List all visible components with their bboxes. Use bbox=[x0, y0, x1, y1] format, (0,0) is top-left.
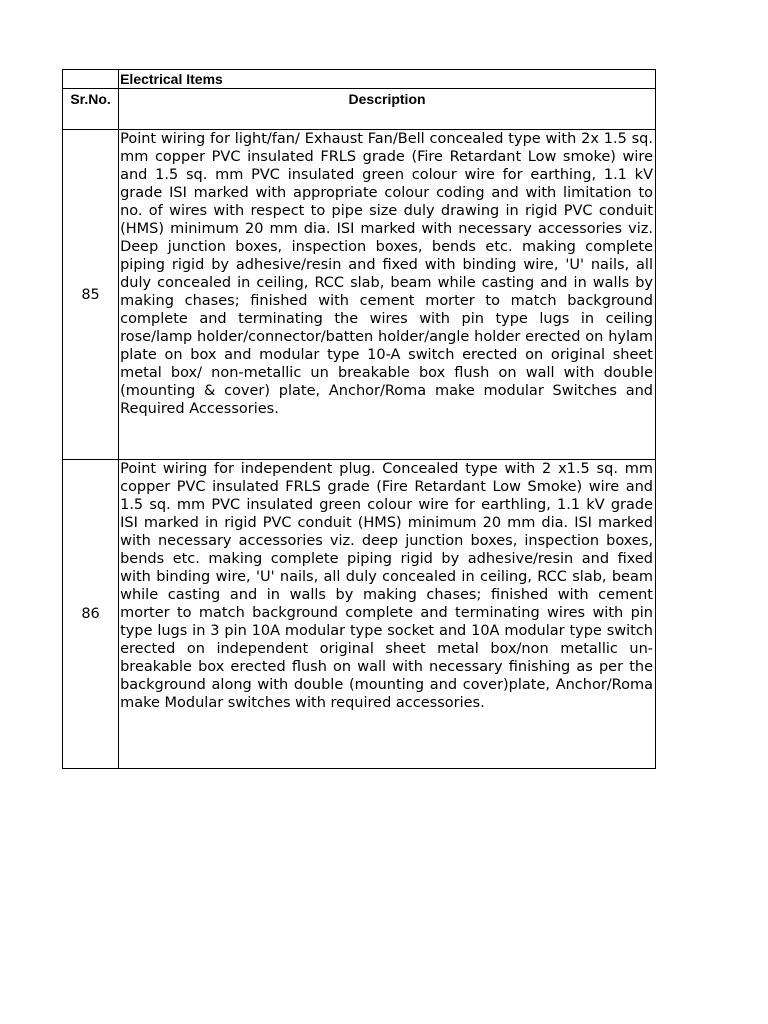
table-row bbox=[63, 130, 656, 460]
sr-no-cell: 85 bbox=[63, 130, 119, 460]
description-cell: Point wiring for independent plug. Concealed type with 2 x1.5 sq. mm copper PVC insulated FRLS grade (Fire Retardant Low Smoke) wire and 1.5 sq. mm PVC insulated green colour wire for earthling, 1.1 kV grade ISI marked in rigid PVC conduit (HMS) minimum 20 mm dia. ISI marked with necessary accessories viz. deep junction boxes, inspection boxes, bends etc. making complete piping rigid by adhesive/resin and fixed with binding wire, 'U' nails, all duly concealed in ceiling, RCC slab, beam while casting and in walls by making chases; finished with cement morter to match background complete and terminating wires with pin type lugs in 3 pin 10A modular type socket and 10A modular type switch erected on independent original sheet metal box/non metallic un-breakable box erected flush on wall with necessary finishing as per the background along with double (mounting and cover)plate, Anchor/Roma make Modular switches with required accessories. bbox=[119, 460, 656, 769]
electrical-items-table bbox=[62, 69, 656, 769]
header-row bbox=[63, 89, 656, 130]
description-cell: Point wiring for light/fan/ Exhaust Fan/Bell concealed type with 2x 1.5 sq. mm copper PVC insulated FRLS grade (Fire Retardant Low smoke) wire and 1.5 sq. mm PVC insulated green colour wire for earthing, 1.1 kV grade ISI marked with appropriate colour coding and with limitation to no. of wires with respect to pipe size duly drawing in rigid PVC conduit (HMS) minimum 20 mm dia. ISI marked with necessary accessories viz. Deep junction boxes, inspection boxes, bends etc. making complete piping rigid by adhesive/resin and fixed with binding wire, 'U' nails, all duly concealed in ceiling, RCC slab, beam while casting and in walls by making chases; finished with cement morter to match background complete and terminating the wires with pin type lugs in ceiling rose/lamp holder/connector/batten holder/angle holder erected on hylam plate on box and modular type 10-A switch erected on original sheet metal box/ non-metallic un breakable box flush on wall with double (mounting & cover) plate, Anchor/Roma make modular Switches and Required Accessories. bbox=[119, 130, 656, 460]
sr-no-header: Sr.No. bbox=[63, 89, 119, 130]
description-header: Description bbox=[119, 89, 656, 130]
empty-corner-cell bbox=[63, 70, 119, 89]
table-row bbox=[63, 460, 656, 769]
sr-no-cell: 86 bbox=[63, 460, 119, 769]
section-title-row bbox=[63, 70, 656, 89]
section-title: Electrical Items bbox=[119, 70, 656, 89]
